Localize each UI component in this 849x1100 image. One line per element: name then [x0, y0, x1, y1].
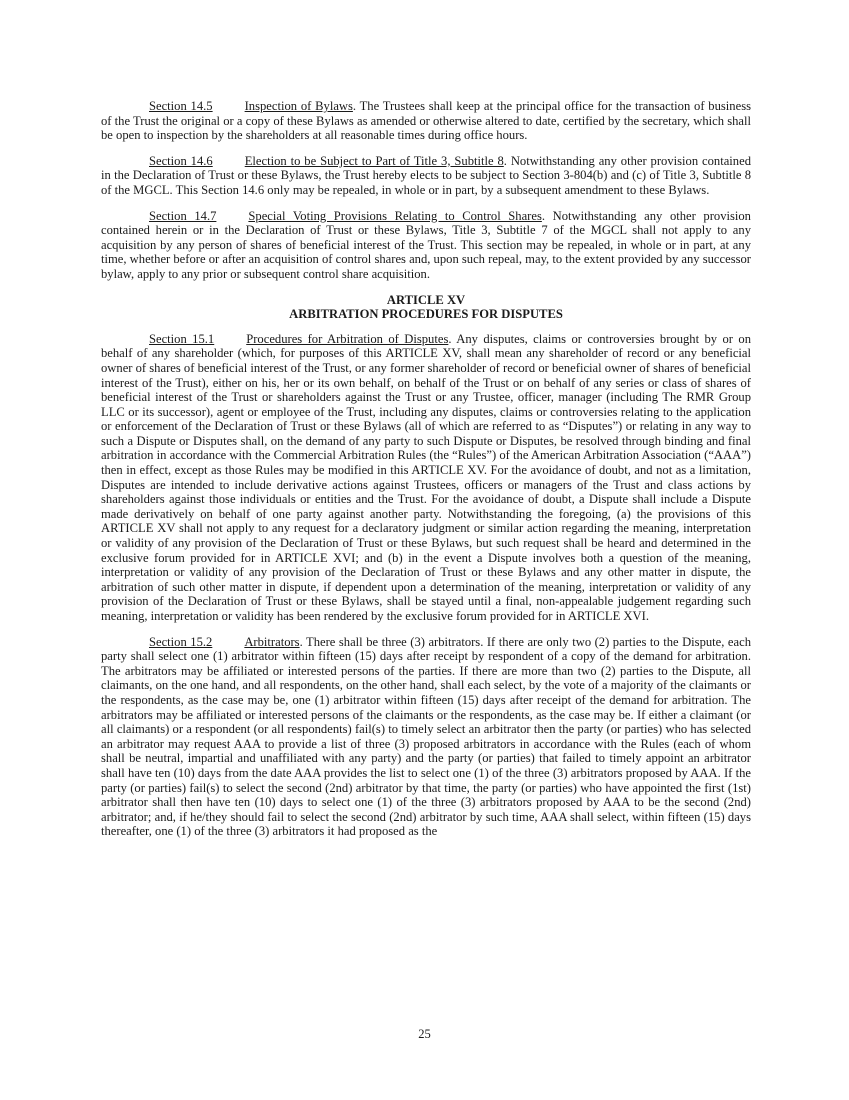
section-number: Section 15.2 — [149, 634, 213, 649]
section-number: Section 15.1 — [149, 331, 215, 346]
section-14-5 — [101, 99, 751, 143]
section-body: . The Trustees shall keep at the principal office for the transaction of business of the Trust the original or a copy of these Bylaws as amended or otherwise altered to date, certified by the secretary, which shall be open to inspection by the shareholders at all reasonable times during office hours. — [101, 99, 751, 143]
section-number: Section 14.6 — [149, 153, 213, 168]
section-body: . Any disputes, claims or controversies brought by or on behalf of any shareholder (which, for purposes of this ARTICLE XV, shall mean any shareholder of record or any beneficial owner of shares of beneficial interest of the Trust, or any former shareholder of record or beneficial owner of shares of beneficial interest of the Trust), either on his, her or its own behalf, on behalf of the Trust or on behalf of any series or class of shares of beneficial interest of the Trust or shareholders against the Trust or any Trustee, officer, manager (including The RMR Group LLC or its successor), agent or employee of the Trust, including any disputes, claims or controversies relating to the application or enforcement of the Declaration of Trust or these Bylaws (all of which are referred to as “Disputes”) or relating in any way to such a Dispute or Disputes shall, on the demand of any party to such Dispute or Disputes, be resolved through binding and final arbitration in accordance with the Commercial Arbitration Rules (the “Rules”) of the American Arbitration Association (“AAA”) then in effect, except as those Rules may be modified in this ARTICLE XV. For the avoidance of doubt, and not as a limitation, Disputes are intended to include derivative actions against Trustees, officers or managers of the Trust and class actions by shareholders against those individuals or entities and the Trust. For the avoidance of doubt, a Dispute shall include a Dispute made derivatively on behalf of one party against another party. Notwithstanding the foregoing, (a) the provisions of this ARTICLE XV shall not apply to any request for a declaratory judgment or similar action regarding the meaning, interpretation or validity of any provision of the Declaration of Trust or these Bylaws, but such request shall be heard and determined in the exclusive forum provided for in ARTICLE XVI; and (b) in the event a Dispute involves both a question of the meaning, interpretation or validity of any provision of the Declaration of Trust or these Bylaws and any other matter in dispute, the arbitration of such other matter in dispute, if dependent upon a determination of the meaning, interpretation or validity of any provision of the Declaration of Trust or these Bylaws, shall be stayed until a final, non-appealable judgement regarding such meaning, interpretation or validity has been rendered by the exclusive forum provided for in ARTICLE XVI. — [101, 331, 751, 623]
section-14-7 — [101, 209, 751, 282]
section-14-6 — [101, 154, 751, 198]
body-text-top — [101, 99, 751, 850]
article-title: ARBITRATION PROCEDURES FOR DISPUTES — [289, 307, 563, 322]
section-heading: Arbitrators — [244, 634, 300, 649]
section-heading: Election to be Subject to Part of Title 3, Subtitle 8 — [244, 153, 504, 168]
article-heading — [101, 293, 751, 322]
section-heading: Procedures for Arbitration of Disputes — [246, 331, 449, 346]
section-heading: Special Voting Provisions Relating to Control Shares — [248, 208, 542, 223]
section-15-2 — [101, 635, 751, 839]
section-heading: Inspection of Bylaws — [244, 99, 353, 113]
section-number: Section 14.7 — [149, 208, 217, 223]
section-body: . Notwithstanding any other provision contained herein or in the Declaration of Trust or these Bylaws, Title 3, Subtitle 7 of the MGCL shall not apply to any acquisition by any person of shares of beneficial interest of the Trust. This section may be repealed, in whole or in part, at any time, whether before or after an acquisition of control shares and, upon such repeal, may, to the extent provided by any successor bylaw, apply to any prior or subsequent control share acquisition. — [101, 208, 751, 281]
article-number: ARTICLE XV — [386, 292, 466, 307]
page-number: 25 — [418, 1027, 431, 1041]
section-body: . There shall be three (3) arbitrators. If there are only two (2) parties to the Dispute, each party shall select one (1) arbitrator within fifteen (15) days after receipt by respondent of a copy of the demand for arbitration. The arbitrators may be affiliated or interested persons of the parties. If there are more than two (2) parties to the Dispute, all claimants, on the one hand, and all respondents, on the other hand, shall each select, by the vote of a majority of the claimants or the respondents, as the case may be, one (1) arbitrator within fifteen (15) days after receipt of the demand for arbitration. The arbitrators may be affiliated or interested persons of the claimants or the respondents, as the case may be. If either a claimant (or all claimants) or a respondent (or all respondents) fail(s) to timely select an arbitrator then the party (or parties) who has selected an arbitrator may request AAA to provide a list of three (3) proposed arbitrators in accordance with the Rules (each of whom shall be neutral, impartial and unaffiliated with any party) and the party (or parties) that failed to timely appoint an arbitrator shall have ten (10) days from the date AAA provides the list to select one (1) of the three (3) arbitrators proposed by AAA. If the party (or parties) fail(s) to select the second (2nd) arbitrator by that time, the party (or parties) who have appointed the first (1st) arbitrator shall then have ten (10) days to select one (1) of the three (3) arbitrators proposed by AAA to be the second (2nd) arbitrator; and, if he/they should fail to select the second (2nd) arbitrator by such time, AAA shall select, within fifteen (15) days thereafter, one (1) of the three (3) arbitrators it had proposed as the — [101, 634, 751, 839]
section-15-1 — [101, 332, 751, 624]
section-number: Section 14.5 — [149, 99, 213, 113]
section-body: . Notwithstanding any other provision contained in the Declaration of Trust or these Bylaws, the Trust hereby elects to be subject to Section 3-804(b) and (c) of Title 3, Subtitle 8 of the MGCL. This Section 14.6 only may be repealed, in whole or in part, by a subsequent amendment to these Bylaws. — [101, 153, 751, 197]
